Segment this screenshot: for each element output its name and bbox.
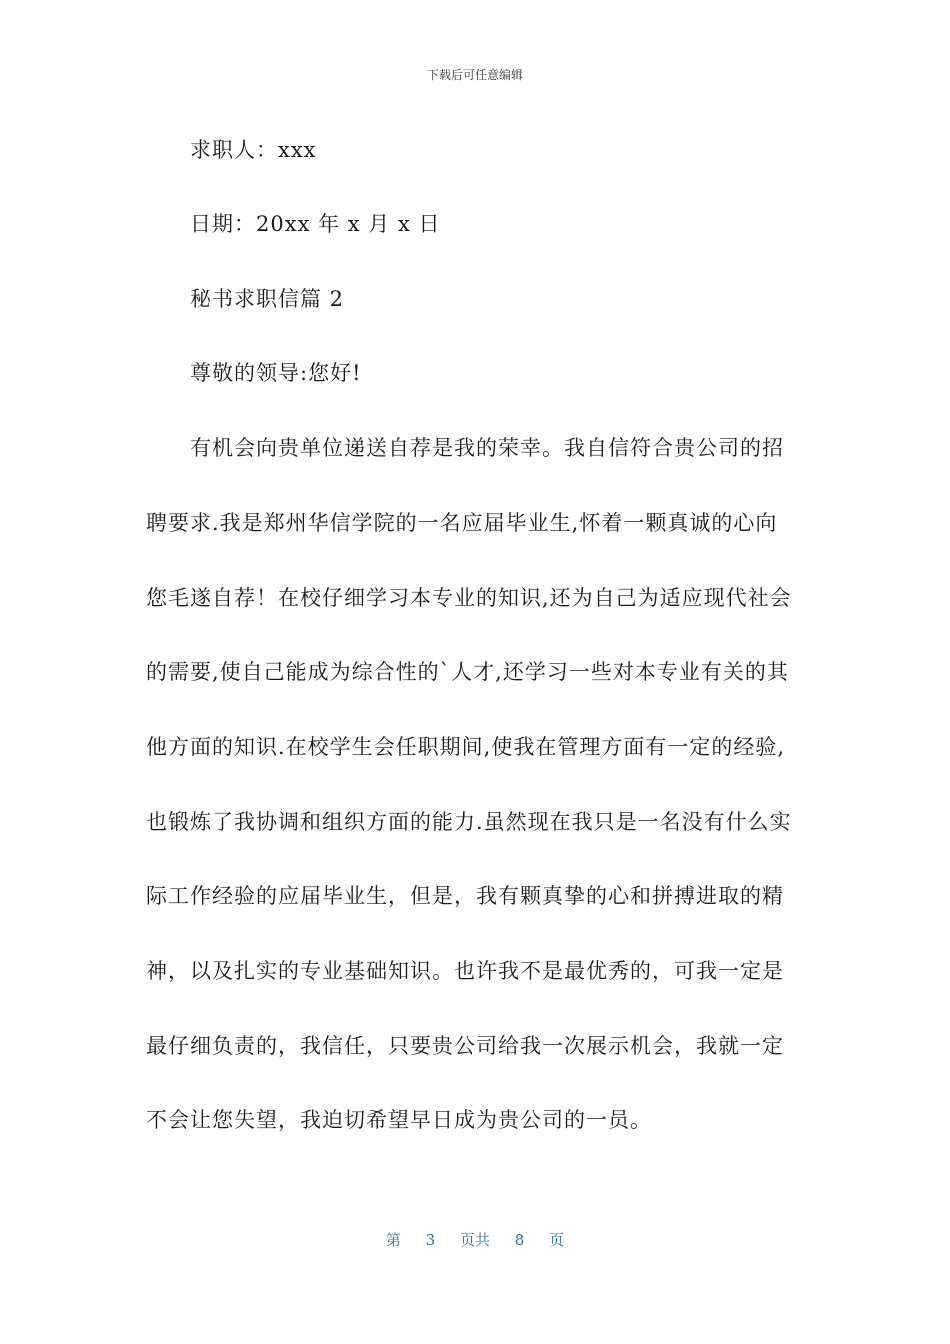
letter-title: 秘书求职信篇 2 (190, 287, 345, 311)
body-line: 他方面的知识.在校学生会任职期间,使我在管理方面有一定的经验, (146, 735, 786, 759)
body-line: 有机会向贵单位递送自荐是我的荣幸。我自信符合贵公司的招 (190, 436, 784, 460)
body-line: 际工作经验的应届毕业生，但是，我有颗真挚的心和拼搏进取的精 (146, 884, 784, 908)
footer-suffix: 页 (549, 1231, 565, 1249)
page-footer (0, 1229, 950, 1250)
header-note: 下载后可任意编辑 (426, 68, 523, 82)
body-line: 您毛遂自荐！在校仔细学习本专业的知识,还为自己为适应现代社会 (146, 586, 792, 610)
footer-prefix: 第 (385, 1231, 401, 1249)
body-line: 不会让您失望，我迫切希望早日成为贵公司的一员。 (146, 1108, 652, 1132)
body-line: 神，以及扎实的专业基础知识。也许我不是最优秀的，可我一定是 (146, 959, 784, 983)
applicant-line: 求职人：xxx (190, 138, 317, 162)
footer-current-page: 3 (425, 1231, 436, 1249)
footer-middle: 页共 (459, 1231, 490, 1249)
footer-total-pages: 8 (514, 1231, 525, 1249)
greeting: 尊敬的领导:您好! (190, 361, 362, 385)
body-line: 的需要,使自己能成为综合性的`人才,还学习一些对本专业有关的其 (146, 660, 789, 684)
body-line: 聘要求.我是郑州华信学院的一名应届毕业生,怀着一颗真诚的心向 (146, 511, 778, 535)
body-line: 最仔细负责的，我信任，只要贵公司给我一次展示机会，我就一定 (146, 1034, 784, 1058)
body-line: 也锻炼了我协调和组织方面的能力.虽然现在我只是一名没有什么实 (146, 810, 792, 834)
date-line: 日期：20xx 年 x 月 x 日 (190, 212, 441, 236)
